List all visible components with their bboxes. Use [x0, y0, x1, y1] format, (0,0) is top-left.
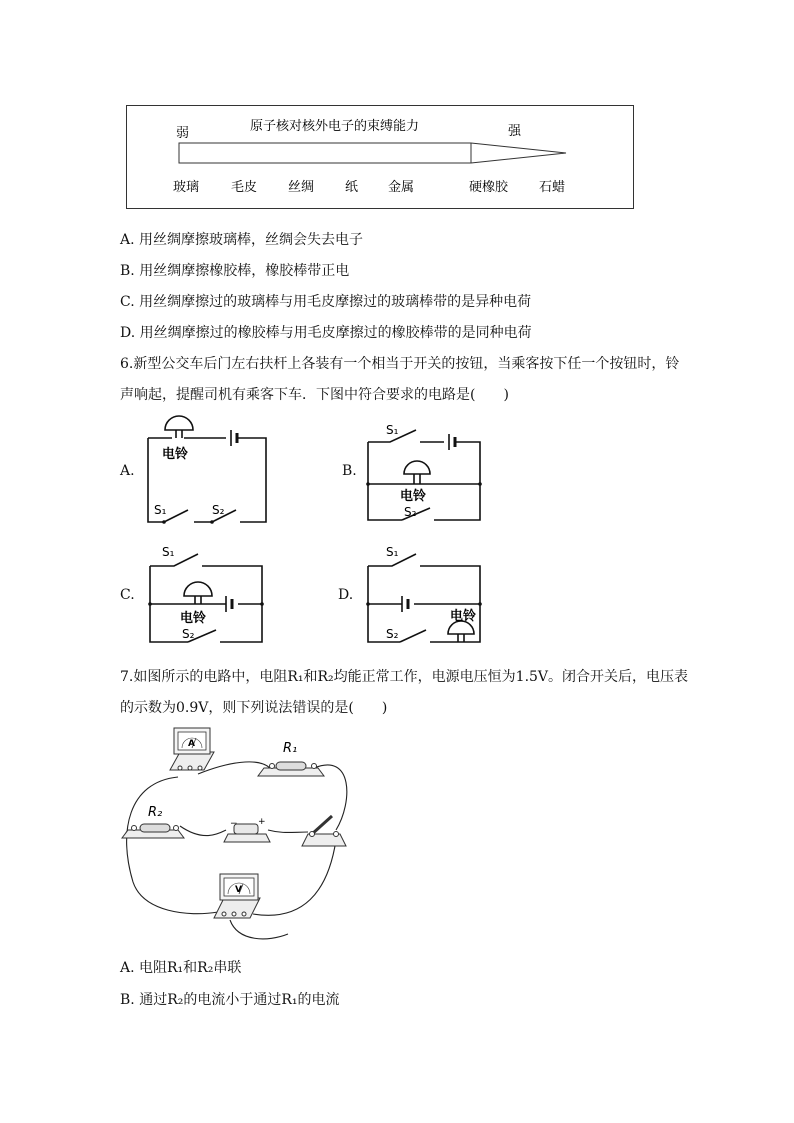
svg-text:−: − [230, 819, 238, 829]
material-5: 硬橡胶 [469, 180, 509, 195]
s2-label-d: S₂ [386, 627, 399, 641]
r1-label: R₁ [283, 741, 298, 756]
q7-option-a: A. 电阻R₁和R₂串联 [120, 960, 242, 976]
circuit-c [140, 540, 270, 650]
material-3: 纸 [345, 180, 359, 195]
bell-label-a: 电铃 [162, 447, 189, 462]
s2-label-a: S₂ [212, 503, 225, 517]
q6-label-d: D. [338, 587, 354, 603]
scale-title: 原子核对核外电子的束缚能力 [250, 119, 420, 134]
q6-label-c: C. [120, 587, 135, 603]
q6-stem-line2: 声响起，提醒司机有乘客下车．下图中符合要求的电路是( ) [120, 387, 509, 403]
ammeter-device [170, 728, 214, 770]
svg-text:+: + [258, 817, 266, 827]
q7-physical-circuit [118, 722, 358, 944]
q5-option-b: B. 用丝绸摩擦橡胶棒，橡胶棒带正电 [120, 263, 350, 279]
q5-option-c: C. 用丝绸摩擦过的玻璃棒与用毛皮摩擦过的玻璃棒带的是异种电荷 [120, 294, 532, 310]
q7-stem-line2: 的示数为0.9V，则下列说法错误的是( ) [120, 700, 388, 716]
weak-label: 弱 [176, 126, 190, 141]
bell-label-d: 电铃 [450, 609, 477, 624]
material-1: 毛皮 [231, 180, 258, 195]
r1-device [258, 741, 324, 776]
bell-label-b: 电铃 [400, 489, 427, 504]
q6-label-b: B. [342, 463, 357, 479]
material-4: 金属 [388, 180, 415, 195]
q6-stem-line1: 6.新型公交车后门左右扶杆上各装有一个相当于开关的按钮，当乘客按下任一个按钮时，铃 [120, 356, 680, 372]
strong-label: 强 [508, 124, 522, 139]
switch-device [302, 816, 346, 846]
q5-option-d: D. 用丝绸摩擦过的橡胶棒与用毛皮摩擦过的橡胶棒带的是同种电荷 [120, 325, 532, 341]
s1-label-a: S₁ [154, 503, 167, 517]
s1-label-b: S₁ [386, 423, 399, 437]
bell-label-c: 电铃 [180, 611, 207, 626]
charge-scale-svg [126, 105, 634, 209]
voltmeter-device [214, 874, 260, 918]
circuit-a [140, 410, 275, 530]
battery-device [224, 817, 270, 842]
material-0: 玻璃 [173, 180, 200, 195]
circuit-d [358, 540, 488, 650]
s2-label-c: S₂ [182, 627, 195, 641]
ammeter-label: A [188, 739, 195, 749]
r2-label: R₂ [148, 805, 163, 820]
s1-label-c: S₁ [162, 545, 175, 559]
material-6: 石蜡 [539, 180, 566, 195]
scale-arrow [179, 143, 566, 163]
q7-stem-line1: 7.如图所示的电路中，电阻R₁和R₂均能正常工作，电源电压恒为1.5V。闭合开关后，电压表 [120, 669, 689, 685]
q5-option-a: A. 用丝绸摩擦玻璃棒，丝绸会失去电子 [120, 232, 364, 248]
material-2: 丝绸 [288, 180, 315, 195]
charge-scale-figure [126, 105, 634, 209]
q7-option-b: B. 通过R₂的电流小于通过R₁的电流 [120, 992, 340, 1008]
q6-label-a: A. [120, 463, 135, 479]
s1-label-d: S₁ [386, 545, 399, 559]
circuit-b [360, 418, 490, 528]
r2-device [122, 805, 184, 838]
voltmeter-label: V [235, 885, 242, 895]
s2-label-b: S₂ [404, 505, 417, 519]
